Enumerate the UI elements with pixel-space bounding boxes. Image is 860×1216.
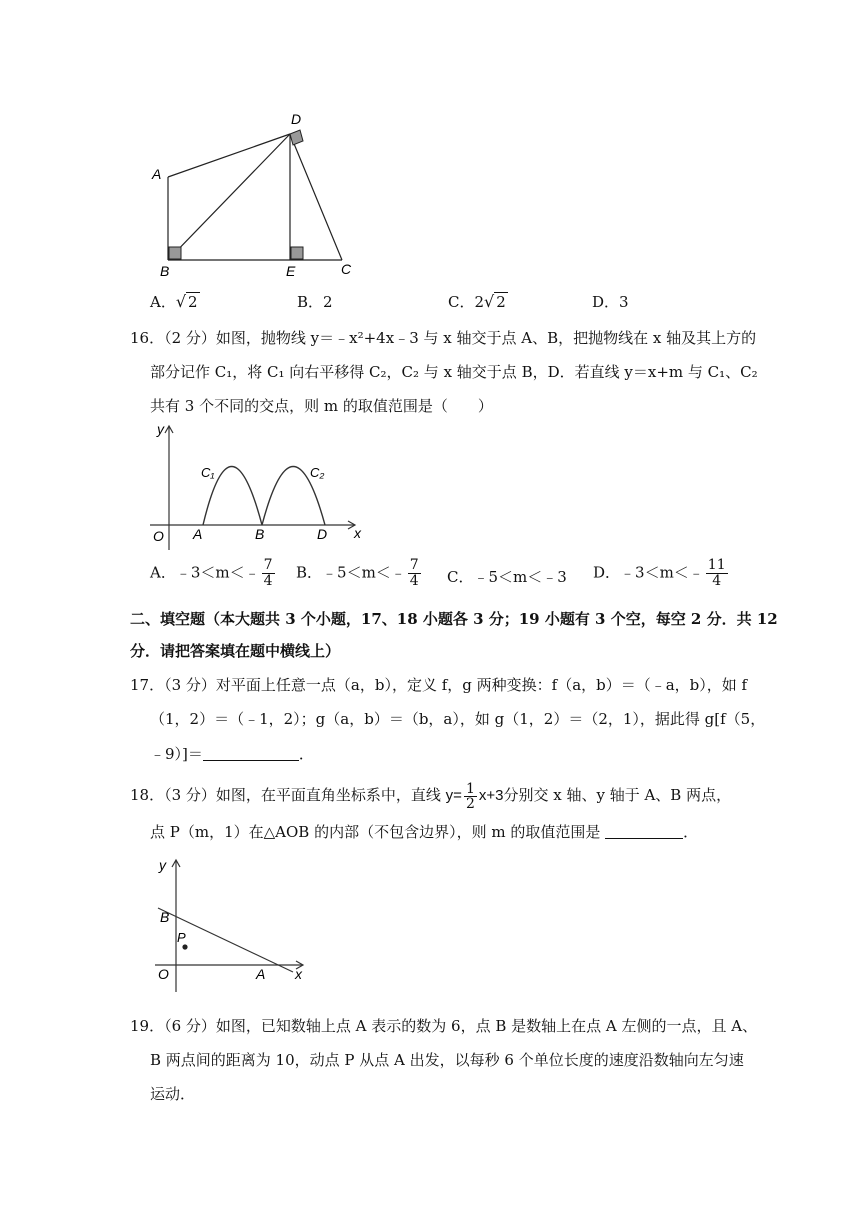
label-e: E: [286, 263, 296, 279]
q16-option-a: A．﹣3＜m＜﹣ $\frac{7}{4}$: [150, 557, 273, 589]
q18-figure: [145, 852, 315, 997]
label-p: P: [177, 930, 186, 945]
q19-line1: 19．（6 分）如图，已知数轴上点 A 表示的数为 6，点 B 是数轴上在点 A 左侧的一点，且 A、: [130, 1017, 758, 1035]
label-d: D: [317, 526, 328, 542]
label-c: C: [341, 261, 352, 277]
q17-line1: 17．（3 分）对平面上任意一点（a，b），定义 f，g 两种变换：f（a，b）＝（﹣a，b），如 f: [130, 676, 748, 694]
q16-line2: 部分记作 C₁，将 C₁ 向右平移得 C₂，C₂ 与 x 轴交于点 B，D．若直线 y＝x+m 与 C₁、C₂: [150, 363, 758, 381]
label-o: O: [158, 966, 169, 982]
label-o: O: [153, 528, 164, 544]
q16-option-d: D．﹣3＜m＜﹣ $\frac{11}{4}$: [593, 557, 726, 589]
q17-answer-blank[interactable]: [203, 746, 299, 761]
label-b: B: [160, 909, 170, 925]
label-y: y: [159, 857, 166, 873]
label-y: y: [157, 421, 164, 437]
q15-option-b: B．2: [297, 293, 333, 311]
label-x: x: [295, 966, 302, 982]
label-b: B: [255, 526, 265, 542]
label-x: x: [354, 525, 361, 541]
q15-option-d: D．3: [592, 293, 629, 311]
q16-option-b: B．﹣5＜m＜﹣ $\frac{7}{4}$: [296, 557, 419, 589]
q16-line1: 16．（2 分）如图，抛物线 y＝﹣x²+4x﹣3 与 x 轴交于点 A、B，把抛物线在 x 轴及其上方的: [130, 329, 757, 347]
point-p: [182, 944, 187, 949]
q18-answer-blank[interactable]: [605, 824, 683, 839]
q16-option-c: C．﹣5＜m＜﹣3: [447, 568, 567, 586]
q15-option-c: C．2√ 2: [448, 292, 506, 311]
section-heading-line2: 分．请把答案填在题中横线上）: [130, 642, 341, 660]
q18-line2: 点 P（m，1）在△AOB 的内部（不包含边界），则 m 的取值范围是 ．: [150, 823, 699, 841]
q15-figure: [140, 108, 370, 280]
label-c2: C₂: [310, 465, 325, 480]
q19-line2: B 两点间的距离为 10，动点 P 从点 A 出发，以每秒 6 个单位长度的速度沿数轴向左匀速: [150, 1051, 744, 1069]
label-a: A: [256, 966, 266, 982]
q16-figure: [145, 418, 370, 553]
q17-line3: ﹣9）]＝ ．: [150, 745, 314, 763]
label-b: B: [160, 263, 170, 279]
q15-option-a: A．√ 2: [150, 292, 198, 311]
q19-line3: 运动．: [150, 1085, 196, 1103]
section-heading-line1: 二、填空题（本大题共 3 个小题，17、18 小题各 3 分；19 小题有 3 个空，每空 2 分．共 12: [130, 610, 778, 628]
q16-line3: 共有 3 个不同的交点，则 m 的取值范围是（ ）: [150, 397, 493, 415]
label-a: A: [193, 526, 203, 542]
label-d: D: [291, 111, 302, 127]
label-c1: C₁: [201, 465, 215, 480]
label-a: A: [152, 166, 162, 182]
q17-line2: （1，2）＝（﹣1，2）；g（a，b）＝（b，a），如 g（1，2）＝（2，1），据此得 g[f（5，: [150, 710, 766, 728]
q18-line1: 18．（3 分）如图，在平面直角坐标系中，直线 y= $\frac{1}{2}$ x+3分别交 x 轴、y 轴于 A、B 两点，: [130, 780, 732, 812]
